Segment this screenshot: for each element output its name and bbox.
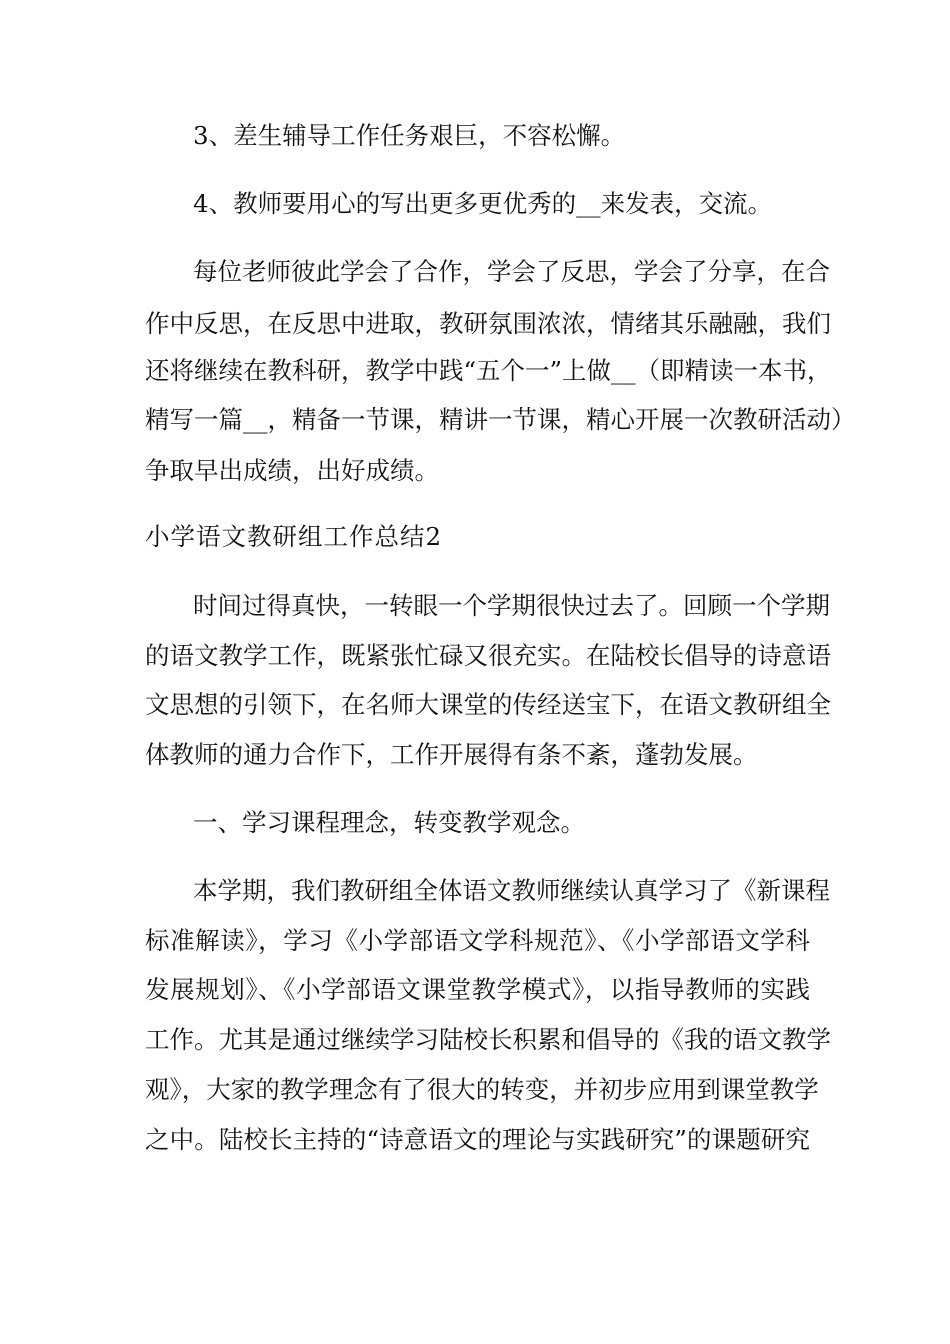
paragraph-line: 观》，大家的教学理念有了很大的转变，并初步应用到课堂教学 (145, 1075, 819, 1104)
paragraph-line: 之中。陆校长主持的“诗意语文的理论与实践研究”的课题研究 (145, 1125, 810, 1154)
paragraph-line: 的语文教学工作，既紧张忙碌又很充实。在陆校长倡导的诗意语 (145, 641, 831, 670)
section-heading: 小学语文教研组工作总结2 (145, 522, 443, 551)
subheading: 一、学习课程理念，转变教学观念。 (193, 808, 585, 837)
paragraph-line: 争取早出成绩，出好成绩。 (145, 456, 439, 485)
paragraph-line: 本学期，我们教研组全体语文教师继续认真学习了《新课程 (193, 876, 830, 905)
paragraph-line: 文思想的引领下，在名师大课堂的传经送宝下，在语文教研组全 (145, 690, 831, 719)
paragraph-line: 标准解读》，学习《小学部语文学科规范》、《小学部语文学科 (145, 926, 810, 955)
paragraph-line: 作中反思，在反思中进取，教研氛围浓浓，情绪其乐融融，我们 (145, 309, 831, 338)
paragraph-line: 发展规划》、《小学部语文课堂教学模式》，以指导教师的实践 (145, 975, 810, 1004)
paragraph-line: 精写一篇__，精备一节课，精讲一节课，精心开展一次教研活动） (145, 405, 856, 434)
list-item-3: 3、差生辅导工作任务艰巨，不容松懈。 (193, 121, 626, 150)
paragraph-line: 工作。尤其是通过继续学习陆校长积累和倡导的《我的语文教学 (145, 1025, 831, 1054)
paragraph-line: 还将继续在教科研，教学中践“五个一”上做__（即精读一本书， (145, 356, 832, 385)
paragraph-line: 体教师的通力合作下，工作开展得有条不紊，蓬勃发展。 (145, 740, 758, 769)
paragraph-line: 每位老师彼此学会了合作，学会了反思，学会了分享，在合 (193, 257, 830, 286)
list-item-4: 4、教师要用心的写出更多更优秀的__来发表，交流。 (193, 189, 773, 218)
paragraph-line: 时间过得真快，一转眼一个学期很快过去了。回顾一个学期 (193, 591, 830, 620)
